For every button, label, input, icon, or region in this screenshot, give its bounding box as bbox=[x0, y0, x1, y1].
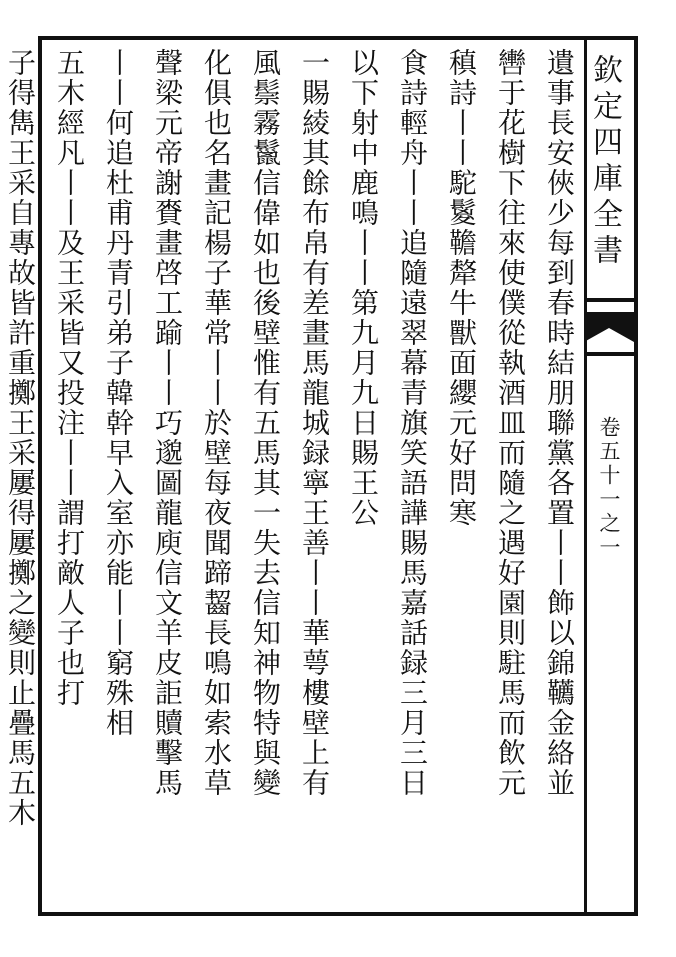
text-column: 食詩輕舟丨丨追隨遠翠幕青旗笑語譁賜馬嘉話録三月三日 bbox=[396, 48, 429, 798]
book-title: 欽定四庫全書 bbox=[587, 54, 622, 270]
fish-tail-mark-icon bbox=[584, 298, 634, 358]
text-column: 丨丨何追杜甫丹青引弟子韓幹早入室亦能丨丨窮殊相 bbox=[102, 48, 135, 738]
volume-label: 卷五十一之一 bbox=[597, 416, 621, 560]
text-column: 轡于花樹下往來使僕從執酒皿而隨之遇好園則駐馬而飲元 bbox=[494, 48, 527, 798]
text-column: 遺事長安俠少每到春時結朋聯黨各置丨丨飾以錦韉金絡並 bbox=[543, 48, 576, 798]
text-column: 化俱也名畫記楊子華常丨丨於壁每夜聞蹄齧長鳴如索水草 bbox=[200, 48, 233, 798]
text-column: 五木經凡丨丨及王采皆又投注丨丨謂打敵人子也打 bbox=[53, 48, 86, 708]
text-column: 子得雋王采自專故皆許重擲王采屢得屢擲之變則止疊馬五木 bbox=[4, 48, 37, 828]
text-columns bbox=[4, 48, 584, 908]
page-margin-column bbox=[584, 40, 634, 912]
text-column: 風鬃霧鬣信偉如也後壁惟有五馬其一失去信知神物特與變 bbox=[249, 48, 282, 798]
document-page bbox=[4, 36, 638, 916]
text-column: 聲梁元帝謝賚畫啓工踰丨丨巧邈圖龍庾信文羊皮詎贖擊馬 bbox=[151, 48, 184, 798]
text-column: 以下射中鹿鳴丨丨第九月九日賜王公 bbox=[347, 48, 380, 528]
text-column: 一賜綾其餘布帛有差畫馬龍城録寧王善丨丨華萼樓壁上有 bbox=[298, 48, 331, 798]
text-column: 稹詩丨丨駝鬉韂犛牛獸面纓元好問寒 bbox=[445, 48, 478, 528]
